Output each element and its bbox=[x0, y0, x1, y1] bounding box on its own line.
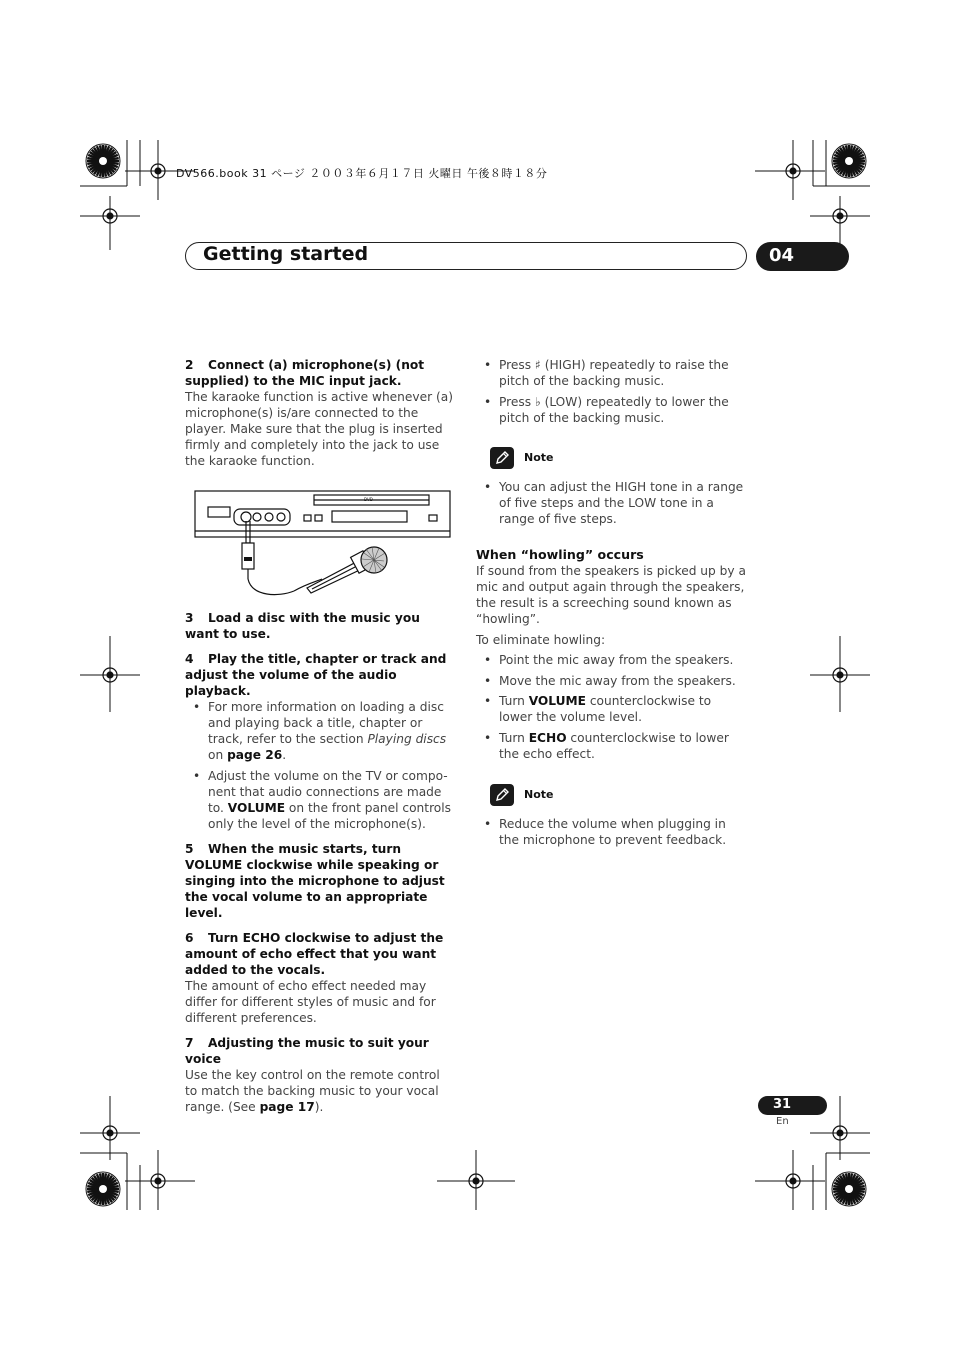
left-column-steps bbox=[185, 610, 455, 1115]
bullet-point-mic: • Point the mic away from the speakers. bbox=[476, 652, 748, 668]
page-26-link[interactable]: page 26 bbox=[227, 748, 283, 762]
chapter-number: 04 bbox=[769, 245, 795, 266]
note-2-bullet: • Reduce the volume when plugging in the microphone to prevent feedback. bbox=[476, 816, 748, 848]
page-number: 31 bbox=[773, 1097, 792, 1112]
bullet-move-mic: • Move the mic away from the speakers. bbox=[476, 673, 748, 689]
bullet-high: • Press ♯ (HIGH) repeatedly to raise the pitch of the backing music. bbox=[476, 357, 748, 389]
note-1-label: Note bbox=[524, 451, 554, 464]
step-2-body: The karaoke function is active whenever (a) microphone(s) is/are connected to the player. Make sure that the plug is inserted firmly and completely into the jack to use the karaoke function. bbox=[185, 390, 453, 468]
bullet-volume: • Turn VOLUME counterclockwise to lower the volume level. bbox=[476, 693, 748, 725]
step-7-body: Use the key control on the remote control to match the backing music to your vocal range. (See page 17). bbox=[185, 1068, 440, 1114]
bullet-low: • Press ♭ (LOW) repeatedly to lower the pitch of the backing music. bbox=[476, 394, 748, 426]
section-title: Getting started bbox=[203, 243, 369, 265]
sharp-icon: ♯ bbox=[534, 358, 541, 372]
left-column-top bbox=[185, 357, 455, 469]
print-info-line: DV566.book 31 ページ ２００３年６月１７日 火曜日 午後８時１８分 bbox=[176, 167, 548, 180]
note-1-bullet: • You can adjust the HIGH tone in a range of five steps and the LOW tone in a range of five steps. bbox=[476, 479, 748, 527]
howling-body: If sound from the speakers is picked up by a mic and output again through the speakers, the result is a screeching sound known as “howling”. bbox=[476, 564, 746, 626]
step-3-heading: 3 Load a disc with the music you want to use. bbox=[185, 611, 420, 641]
note-2-header bbox=[490, 784, 748, 806]
step-7-heading: 7 Adjusting the music to suit your voice bbox=[185, 1036, 429, 1066]
bullet-echo: • Turn ECHO counterclockwise to lower the echo effect. bbox=[476, 730, 748, 762]
right-column bbox=[476, 357, 748, 848]
page-17-link[interactable]: page 17 bbox=[259, 1100, 315, 1114]
note-2-label: Note bbox=[524, 788, 554, 801]
note-1-header bbox=[490, 447, 748, 469]
note-pencil-icon bbox=[490, 784, 514, 806]
step-4-bullet-2: • Adjust the volume on the TV or compo-nent that audio connections are made to. VOLUME on the front panel controls only the level of the microphone(s). bbox=[185, 768, 455, 832]
step-6-heading: 6 Turn ECHO clockwise to adjust the amount of echo effect that you want added to the vocals. bbox=[185, 931, 444, 977]
step-4-heading: 4 Play the title, chapter or track and adjust the volume of the audio playback. bbox=[185, 652, 447, 698]
step-6-body: The amount of echo effect needed may differ for different styles of music and for different preferences. bbox=[185, 979, 436, 1025]
eliminate-howling-label: To eliminate howling: bbox=[476, 633, 606, 647]
flat-icon: ♭ bbox=[534, 395, 541, 409]
howling-heading: When “howling” occurs bbox=[476, 547, 644, 562]
page-number-badge bbox=[758, 1096, 827, 1115]
dvd-player-microphone-illustration bbox=[194, 487, 452, 602]
page-language: En bbox=[776, 1116, 789, 1127]
step-5-heading: 5 When the music starts, turn VOLUME clockwise while speaking or singing into the microphone to adjust the vocal volume to an appropriate level. bbox=[185, 842, 445, 920]
dvd-logo-text: DVD bbox=[364, 497, 373, 502]
note-pencil-icon bbox=[490, 447, 514, 469]
step-2-heading: 2 Connect (a) microphone(s) (not supplied) to the MIC input jack. bbox=[185, 358, 425, 388]
step-4-bullet-1: • For more information on loading a disc and playing back a title, chapter or track, refer to the section Playing discs on page 26. bbox=[185, 699, 455, 763]
